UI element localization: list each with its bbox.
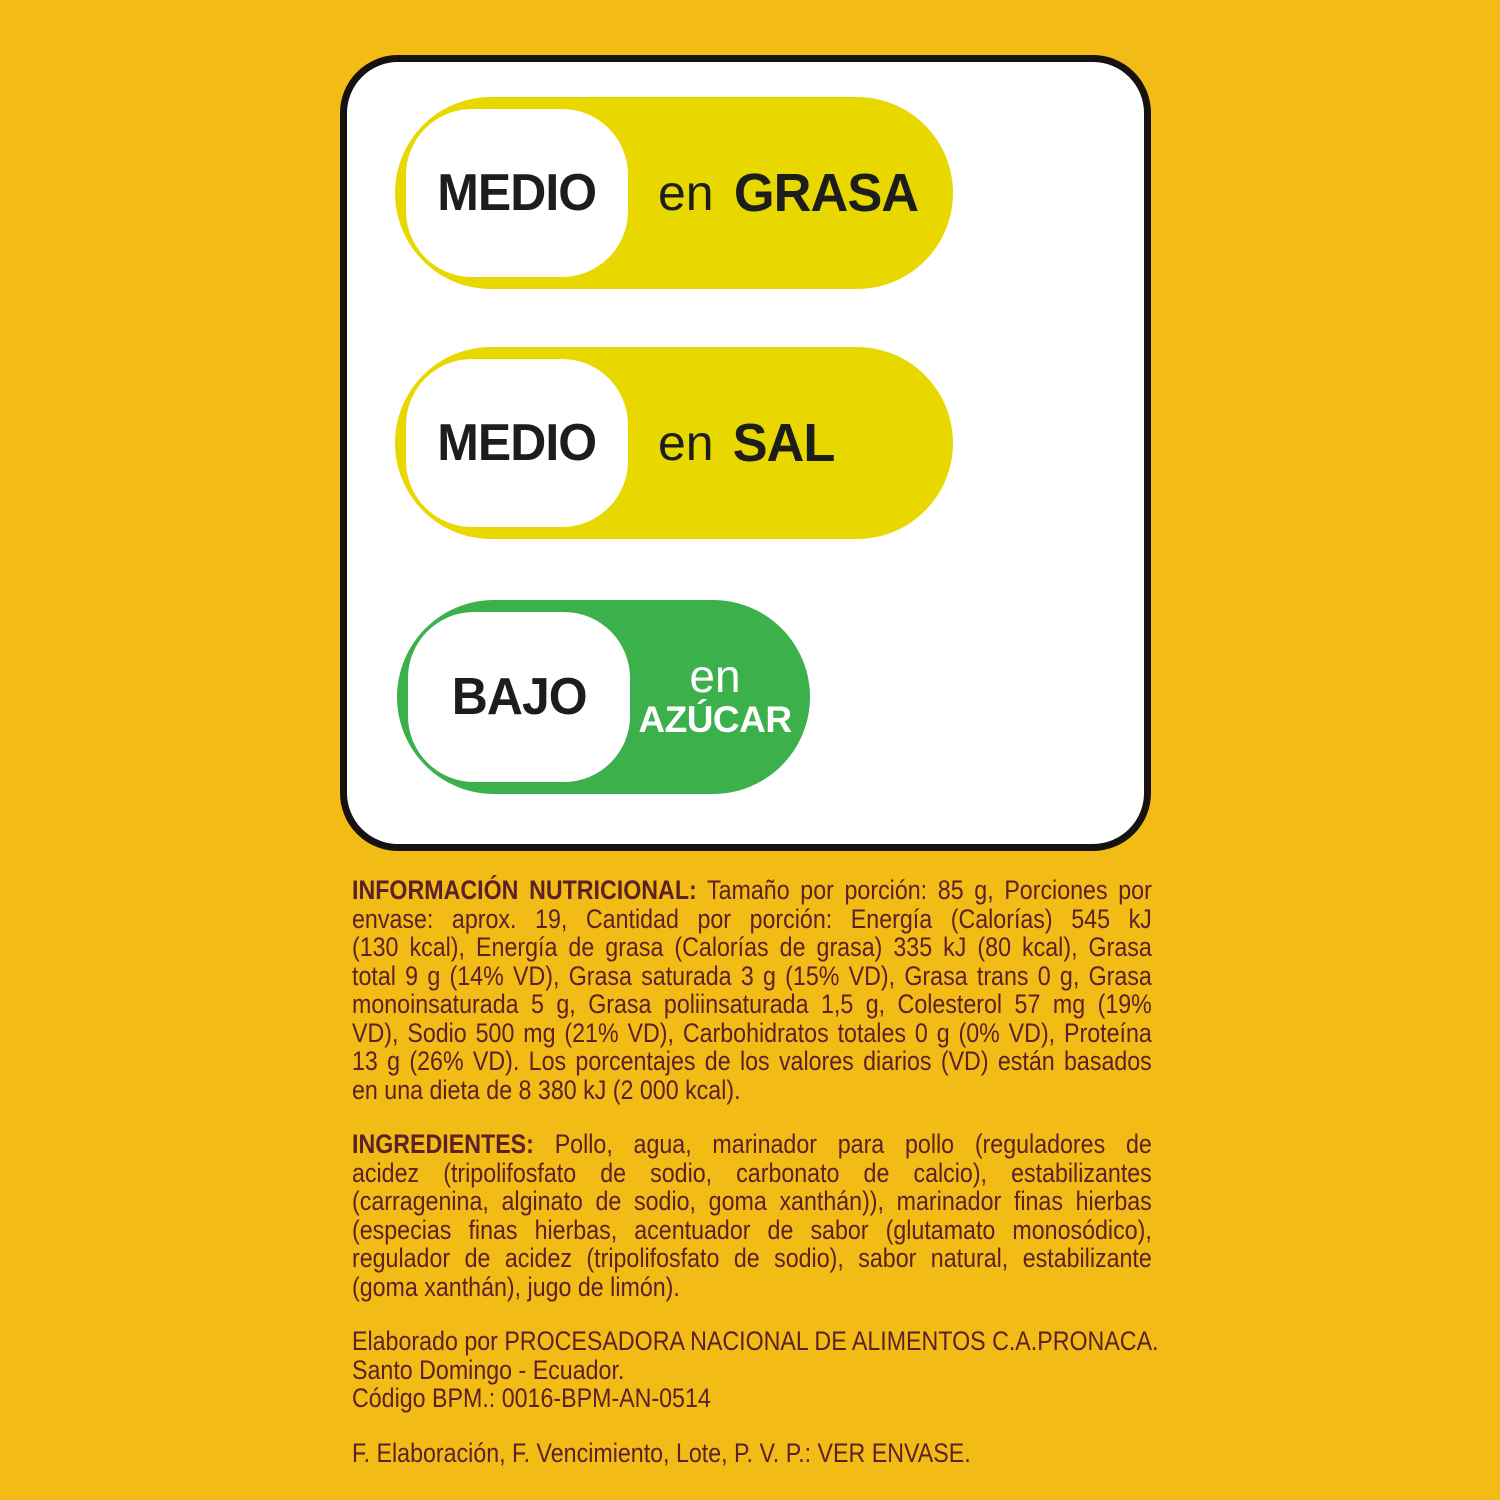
pill-sugar-nutrient-label: AZÚCAR [638, 699, 792, 740]
text-line: INGREDIENTES: Pollo, agua, marinador para pollo (reguladores de [352, 1129, 1152, 1159]
pill-salt-nutrient-label: SAL [732, 413, 835, 473]
pill-fat-nutrient-label: GRASA [733, 163, 918, 223]
footer-line [352, 1439, 1152, 1468]
text-line: (goma xanthán), jugo de limón). [352, 1271, 680, 1302]
text-line: en una dieta de 8 380 kJ (2 000 kcal). [352, 1074, 741, 1105]
text-line: envase: aprox. 19, Cantidad por porción: Energía (Calorías) 545 kJ [352, 903, 1152, 934]
pill-sugar-text [629, 600, 801, 794]
text-line: F. Elaboración, F. Vencimiento, Lote, P. V. P.: VER ENVASE. [352, 1437, 971, 1468]
text-line: INFORMACIÓN NUTRICIONAL: Tamaño por porción: 85 g, Porciones por [352, 875, 1152, 905]
text-line: acidez (tripolifosfato de sodio, carbonato de calcio), estabilizantes [352, 1157, 1152, 1188]
pill-fat [395, 97, 953, 289]
text-line: Santo Domingo - Ecuador. [352, 1354, 625, 1385]
pill-salt-level-label: MEDIO [437, 414, 597, 472]
ingredients-paragraph [352, 1130, 1152, 1301]
pill-sugar-connector: en [689, 650, 741, 702]
text-line: regulador de acidez (tripolifosfato de sodio), sabor natural, estabilizante [352, 1243, 1152, 1273]
text-line: VD), Sodio 500 mg (21% VD), Carbohidratos totales 0 g (0% VD), Proteína [352, 1017, 1152, 1048]
pill-fat-connector: en [658, 165, 714, 221]
text-line: (carragenina, alginato de sodio, goma xanthán)), marinador finas hierbas [352, 1186, 1152, 1216]
pill-fat-text [658, 97, 947, 289]
manufacturer-paragraph [352, 1326, 1159, 1413]
label-text-block [352, 875, 1159, 1468]
pill-salt [395, 347, 953, 539]
pill-salt-connector: en [658, 415, 714, 471]
pill-fat-level-badge [406, 109, 628, 277]
text-line: total 9 g (14% VD), Grasa saturada 3 g (15% VD), Grasa trans 0 g, Grasa [352, 960, 1152, 991]
text-line: 13 g (26% VD). Los porcentajes de los valores diarios (VD) están basados [352, 1046, 1152, 1076]
pill-sugar-level-badge [408, 612, 630, 782]
nutrition-facts-paragraph [352, 876, 1152, 1104]
pill-salt-level-badge [406, 359, 628, 527]
text-line: Código BPM.: 0016-BPM-AN-0514 [352, 1383, 711, 1413]
text-line: (especias finas hierbas, acentuador de sabor (glutamato monosódico), [352, 1214, 1152, 1245]
text-line: monoinsaturada 5 g, Grasa poliinsaturada 1,5 g, Colesterol 57 mg (19% [352, 989, 1152, 1019]
pill-fat-level-label: MEDIO [437, 164, 597, 222]
pill-sugar-level-label: BAJO [451, 668, 587, 726]
pill-salt-text [658, 347, 947, 539]
text-line: (130 kcal), Energía de grasa (Calorías de grasa) 335 kJ (80 kcal), Grasa [352, 932, 1152, 962]
text-line: Elaborado por PROCESADORA NACIONAL DE ALIMENTOS C.A.PRONACA. [352, 1326, 1159, 1356]
traffic-light-card [340, 55, 1151, 851]
pill-sugar [397, 600, 810, 794]
